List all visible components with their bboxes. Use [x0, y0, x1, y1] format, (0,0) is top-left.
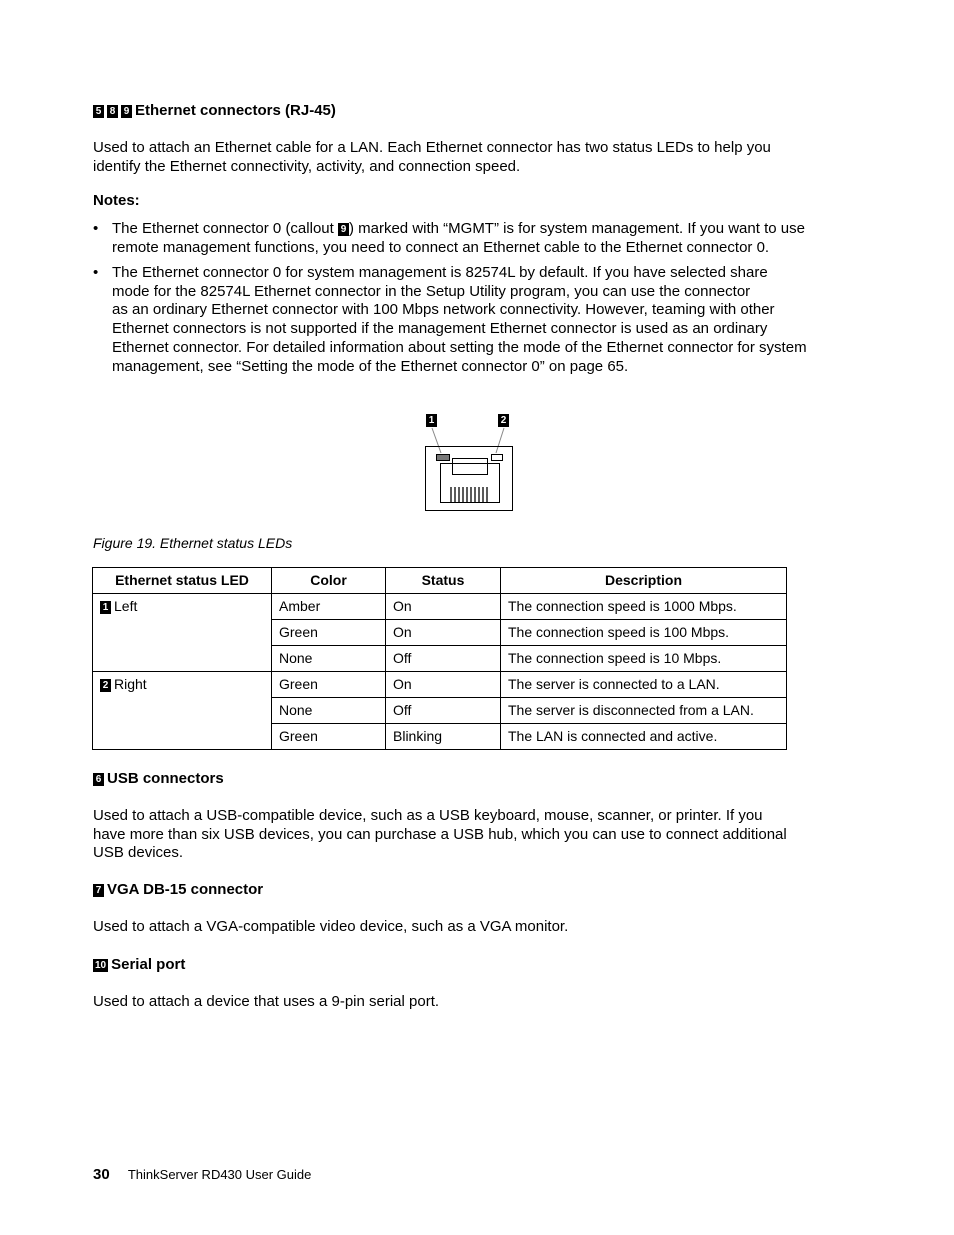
text-line: The Ethernet connector 0 for system management is 82574L by default. If you have selected share	[112, 264, 768, 281]
vga-heading	[93, 881, 263, 898]
text-line: USB devices.	[93, 844, 184, 862]
callout-badge: 2	[498, 414, 509, 427]
usb-paragraph	[93, 807, 787, 863]
text-line: Used to attach a VGA-compatible video device, such as a VGA monitor.	[93, 918, 569, 935]
bullet: •	[93, 220, 99, 237]
callout-badge: 7	[93, 884, 104, 897]
serial-paragraph	[93, 993, 439, 1012]
led-cell	[93, 594, 272, 672]
serial-heading	[93, 956, 185, 973]
description-cell: The LAN is connected and active.	[501, 724, 787, 750]
column-header: Ethernet status LED	[93, 568, 272, 594]
text-line: mode for the 82574L Ethernet connector in the Setup Utility program, you can use the connector	[112, 282, 751, 300]
table-header-row	[93, 568, 787, 594]
callout-badge: 8	[107, 105, 118, 118]
callout-badge: 1	[100, 601, 111, 614]
callout-badge: 1	[426, 414, 437, 427]
heading-text: Serial port	[111, 956, 186, 973]
text-line: Ethernet connector. For detailed information about setting the mode of the Ethernet connector for system	[112, 338, 807, 356]
text-line: remote management functions, you need to connect an Ethernet cable to the Ethernet connector 0.	[112, 238, 770, 256]
bullet: •	[93, 264, 99, 281]
description-cell: The server is connected to a LAN.	[501, 672, 787, 698]
heading-text: USB connectors	[107, 770, 224, 787]
callout-badge: 6	[93, 773, 104, 786]
description-cell: The connection speed is 1000 Mbps.	[501, 594, 787, 620]
heading-text: VGA DB-15 connector	[107, 881, 264, 898]
text-line: Ethernet connectors is not supported if the management Ethernet connector is used as an ordinary	[112, 320, 768, 338]
text-line: as an ordinary Ethernet connector with 100 Mbps network connectivity. However, teaming with other	[112, 301, 775, 319]
page-number: 30	[93, 1166, 110, 1183]
led-label: Right	[114, 676, 147, 692]
led-label: Left	[114, 598, 138, 614]
text: ) marked with “MGMT” is for system management. If you want to use	[348, 220, 805, 237]
status-cell: Off	[386, 646, 501, 672]
text-line: have more than six USB devices, you can purchase a USB hub, which you can use to connect additional	[93, 825, 787, 843]
color-cell: None	[272, 698, 386, 724]
callout-badge: 9	[121, 105, 132, 118]
page-footer	[93, 1166, 311, 1183]
ethernet-status-table	[92, 567, 787, 750]
table-row	[93, 672, 787, 698]
table-row	[93, 594, 787, 620]
color-cell: Green	[272, 620, 386, 646]
heading-text: Ethernet connectors (RJ-45)	[135, 102, 336, 119]
status-cell: On	[386, 672, 501, 698]
text-line: Used to attach an Ethernet cable for a LAN. Each Ethernet connector has two status LEDs to help you	[93, 139, 771, 156]
text-line: Used to attach a USB-compatible device, such as a USB keyboard, mouse, scanner, or printer. If you	[93, 807, 763, 824]
note-2	[112, 264, 807, 376]
column-header: Description	[501, 568, 787, 594]
vga-paragraph	[93, 918, 568, 937]
ethernet-leds-figure	[410, 405, 530, 520]
callout-badge: 9	[338, 223, 349, 236]
note-1	[112, 220, 805, 257]
ethernet-paragraph	[93, 139, 771, 176]
text-line: identify the Ethernet connectivity, activity, and connection speed.	[93, 157, 521, 175]
text: The Ethernet connector 0 (callout	[112, 220, 338, 237]
column-header: Status	[386, 568, 501, 594]
notes-label: Notes:	[93, 192, 140, 209]
usb-heading	[93, 770, 224, 787]
color-cell: None	[272, 646, 386, 672]
status-cell: Off	[386, 698, 501, 724]
callout-badge: 2	[100, 679, 111, 692]
column-header: Color	[272, 568, 386, 594]
status-cell: On	[386, 594, 501, 620]
rj45-port-icon	[410, 405, 530, 520]
status-cell: On	[386, 620, 501, 646]
callout-badge: 10	[95, 960, 107, 971]
description-cell: The connection speed is 100 Mbps.	[501, 620, 787, 646]
text-line: management, see “Setting the mode of the Ethernet connector 0” on page 65.	[112, 357, 629, 375]
description-cell: The server is disconnected from a LAN.	[501, 698, 787, 724]
ethernet-heading	[93, 102, 336, 119]
description-cell: The connection speed is 10 Mbps.	[501, 646, 787, 672]
color-cell: Amber	[272, 594, 386, 620]
color-cell: Green	[272, 724, 386, 750]
text-line: Used to attach a device that uses a 9-pin serial port.	[93, 993, 440, 1010]
footer-title: ThinkServer RD430 User Guide	[127, 1167, 312, 1182]
led-cell	[93, 672, 272, 750]
status-cell: Blinking	[386, 724, 501, 750]
color-cell: Green	[272, 672, 386, 698]
callout-badge: 5	[93, 105, 104, 118]
figure-caption: Figure 19. Ethernet status LEDs	[93, 535, 293, 551]
